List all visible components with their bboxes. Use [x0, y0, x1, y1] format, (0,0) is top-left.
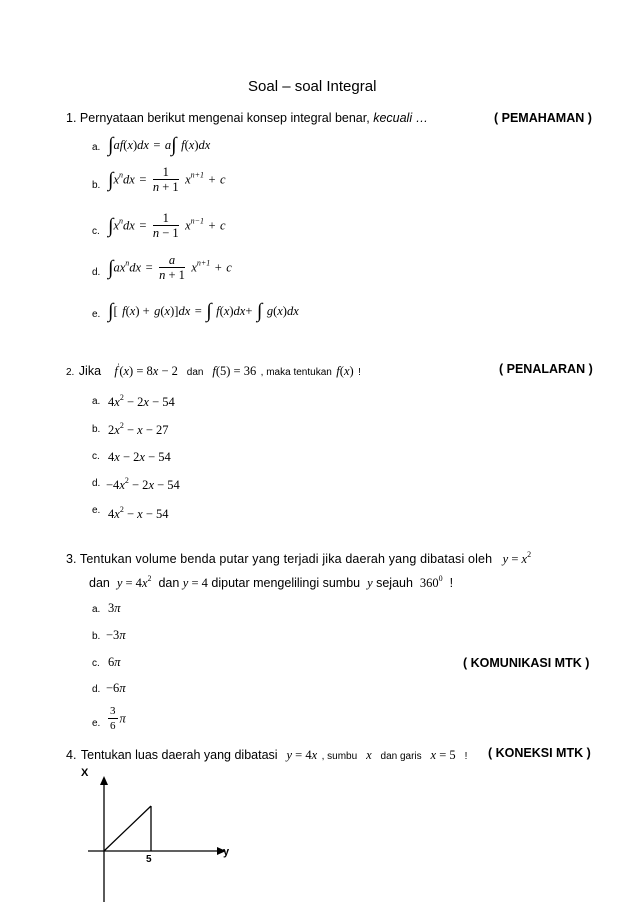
graph-x-label: X	[81, 767, 89, 779]
q2-jika: Jika	[78, 364, 102, 378]
q3-option-c-expr: 6π	[108, 655, 121, 669]
q3-option-b-expr: −3π	[106, 628, 126, 642]
q1-option-a-label: a.	[92, 142, 101, 153]
q3-stem-line2: dan $y = 4x^2$ dan y = 4 diputar mengelilingi sumbu y sejauh $360^0$ !	[89, 574, 454, 590]
q3-tag: ( KOMUNIKASI MTK )	[463, 656, 590, 670]
q2-option-d-label: d.	[92, 478, 101, 489]
q4-excl: !	[464, 751, 468, 762]
q1-tag: ( PEMAHAMAN )	[494, 111, 592, 125]
q2-number: 2.	[66, 367, 75, 378]
q4-number: 4.	[66, 748, 77, 762]
q3-option-d-expr: −6π	[106, 681, 126, 695]
q2-option-c-expr: 4x − 2x − 54	[108, 450, 171, 464]
page-title: Soal – soal Integral	[248, 78, 377, 95]
q3-option-d-label: d.	[92, 684, 101, 695]
q2-option-b-label: b.	[92, 424, 101, 435]
q2-tag: ( PENALARAN )	[499, 362, 593, 376]
graph-y-label: y	[223, 846, 230, 858]
vertical-axis-arrow-icon	[100, 776, 108, 785]
q2-stem: 2. Jika f'(x) = 8x − 2 dan f(5) = 36 , maka tentukan f(x) !	[66, 362, 361, 378]
q1-option-c-label: c.	[92, 226, 100, 237]
q3-line1: Tentukan volume benda putar yang terjadi jika daerah yang dibatasi oleh	[79, 552, 493, 566]
q4-tag: ( KONEKSI MTK )	[488, 746, 591, 760]
graph-tick-5: 5	[146, 854, 152, 865]
q1-option-b-label: b.	[92, 180, 101, 191]
q4-text: Tentukan luas daerah yang dibatasi	[80, 748, 278, 762]
q1-text-italic: kecuali …	[373, 111, 429, 125]
q3-dan-2: dan	[158, 576, 180, 590]
graph-line-y-4x	[104, 806, 151, 851]
q1-stem	[66, 111, 428, 125]
q3-option-a-label: a.	[92, 604, 101, 615]
q3-rotate-text: diputar mengelilingi sumbu	[211, 576, 361, 590]
q1-option-a-expr: ∫af(x)dx = a∫ f(x)dx	[108, 134, 211, 156]
q2-option-e-label: e.	[92, 505, 101, 516]
q1-option-c-expr: $\int x^ndx$ = $\frac{1}{n - 1}$ $x^{n-1} + c$	[108, 211, 226, 240]
q3-stem-line1: 3. Tentukan volume benda putar yang terjadi jika daerah yang dibatasi oleh $y = x^2$	[66, 550, 532, 566]
q2-option-e-expr: $4x^2 - x - 54$	[108, 505, 169, 521]
q2-option-a-label: a.	[92, 396, 101, 407]
q3-excl: !	[449, 576, 454, 590]
q2-option-d-expr: $-4x^2 - 2x - 54$	[106, 476, 180, 492]
q2-ask: , maka tentukan	[260, 367, 332, 378]
q4-graph	[80, 762, 250, 902]
q3-option-e-expr: $\frac{3}{6}$ π	[110, 705, 126, 732]
q1-option-e-expr: ∫[ f(x) + g(x)]dx = ∫ f(x)dx+ ∫ g(x)dx	[108, 300, 299, 322]
q2-dan: dan	[186, 367, 204, 378]
q1-option-e-label: e.	[92, 309, 101, 320]
q1-number: 1.	[66, 111, 77, 125]
q2-excl: !	[358, 367, 361, 378]
q1-option-d-expr: $\int ax^ndx$ = $\frac{a}{n + 1}$ $x^{n+1} + c$	[108, 253, 232, 282]
q2-option-a-expr: $4x^2 - 2x - 54$	[108, 393, 175, 409]
q3-option-b-label: b.	[92, 631, 101, 642]
q1-option-b-expr: $\int x^ndx$ = $\frac{1}{n + 1}$ $x^{n+1} + c$	[108, 165, 226, 194]
q2-option-c-label: c.	[92, 451, 100, 462]
q3-sejauh: sejauh	[376, 576, 413, 590]
q3-dan-1: dan	[89, 576, 110, 590]
q1-text: Pernyataan berikut mengenai konsep integral benar,	[79, 111, 370, 125]
q3-number: 3.	[66, 552, 77, 566]
q1-option-d-label: d.	[92, 267, 101, 278]
q3-option-c-label: c.	[92, 658, 100, 669]
q4-garis: dan garis	[380, 751, 422, 762]
q2-option-b-expr: $2x^2 - x - 27$	[108, 421, 169, 437]
q4-stem: 4. Tentukan luas daerah yang dibatasi y = 4x , sumbu x dan garis x = 5 !	[66, 748, 468, 762]
q3-option-e-label: e.	[92, 718, 101, 729]
q3-option-a-expr: 3π	[108, 601, 121, 615]
q4-sumbu: , sumbu	[321, 751, 358, 762]
